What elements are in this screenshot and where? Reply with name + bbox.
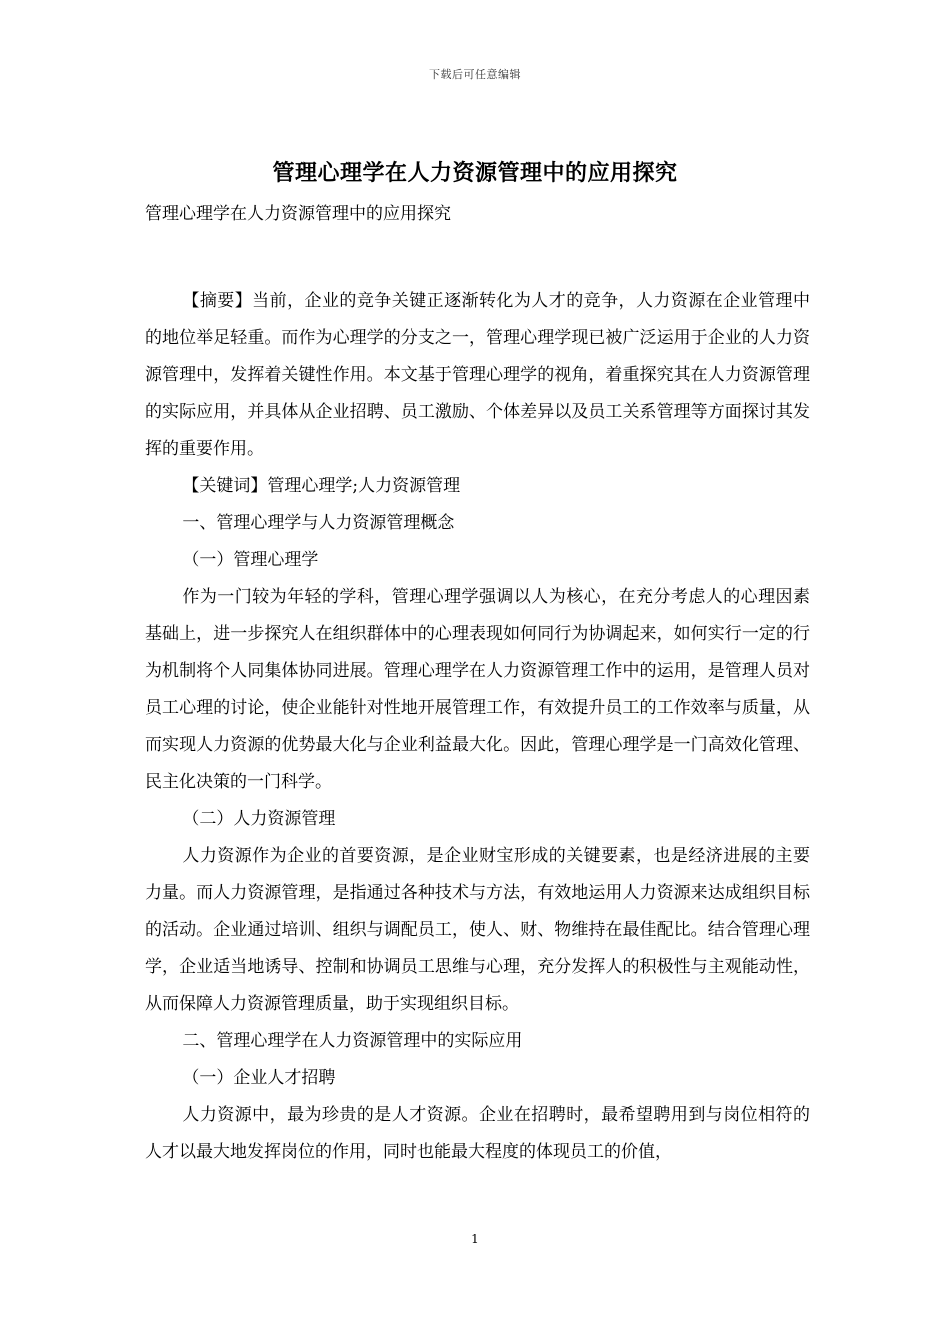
section-heading-2: 二、管理心理学在人力资源管理中的实际应用 — [182, 1031, 523, 1051]
subsection-heading-2-1: （一）企业人才招聘 — [182, 1068, 336, 1088]
document-title: 管理心理学在人力资源管理中的应用探究 — [272, 160, 678, 186]
header-note: 下载后可任意编辑 — [429, 68, 521, 81]
page-number: 1 — [471, 1232, 479, 1246]
keywords-paragraph: 【关键词】管理心理学;人力资源管理 — [182, 476, 461, 496]
section-heading-1: 一、管理心理学与人力资源管理概念 — [182, 513, 455, 533]
document-body — [145, 196, 810, 1171]
body-paragraph: 作为一门较为年轻的学科，管理心理学强调以人为核心，在充分考虑人的心理因素基础上，进一步探究人在组织群体中的心理表现如何同行为协调起来，如何实行一定的行为机制将个人同集体协同进展。管理心理学在人力资源管理工作中的运用，是管理人员对员工心理的讨论，使企业能针对性地开展管理工作，有效提升员工的工作效率与质量，从而实现人力资源的优势最大化与企业利益最大化。因此，管理心理学是一门高效化管理、民主化决策的一门科学。 — [145, 587, 810, 792]
subsection-heading-1-1: （一）管理心理学 — [182, 550, 319, 570]
body-paragraph: 人力资源作为企业的首要资源，是企业财宝形成的关键要素，也是经济进展的主要力量。而人力资源管理，是指通过各种技术与方法，有效地运用人力资源来达成组织目标的活动。企业通过培训、组织与调配员工，使人、财、物维持在最佳配比。结合管理心理学，企业适当地诱导、控制和协调员工思维与心理，充分发挥人的积极性与主观能动性，从而保障人力资源管理质量，助于实现组织目标。 — [145, 846, 810, 1014]
document-subtitle: 管理心理学在人力资源管理中的应用探究 — [145, 204, 451, 224]
subsection-heading-1-2: （二）人力资源管理 — [182, 809, 336, 829]
abstract-paragraph: 【摘要】当前，企业的竞争关键正逐渐转化为人才的竞争，人力资源在企业管理中的地位举足轻重。而作为心理学的分支之一，管理心理学现已被广泛运用于企业的人力资源管理中，发挥着关键性作用。本文基于管理心理学的视角，着重探究其在人力资源管理的实际应用，并具体从企业招聘、员工激励、个体差异以及员工关系管理等方面探讨其发挥的重要作用。 — [145, 291, 810, 459]
body-paragraph: 人力资源中，最为珍贵的是人才资源。企业在招聘时，最希望聘用到与岗位相符的人才以最大地发挥岗位的作用，同时也能最大程度的体现员工的价值， — [145, 1105, 810, 1162]
